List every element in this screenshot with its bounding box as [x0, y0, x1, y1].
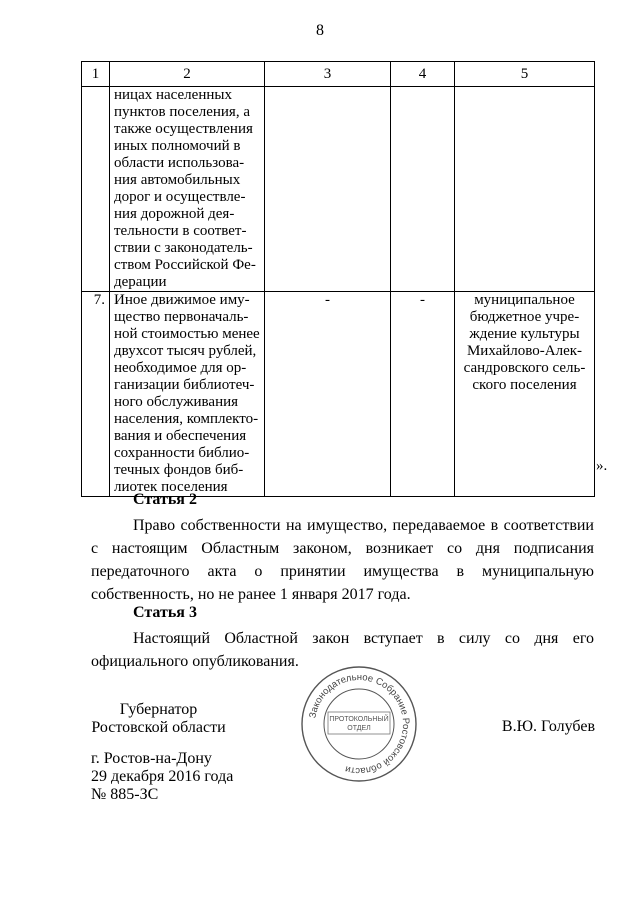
text-line: ского поселения	[472, 377, 577, 393]
text-line: Иное движимое иму-	[114, 292, 250, 308]
stamp-center-line1: ПРОТОКОЛЬНЫЙ	[329, 716, 389, 723]
article-3-text: Настоящий Областной закон вступает в силу со дня его официального опубликования.	[91, 630, 594, 670]
text-line: ством Российской Фе-	[114, 257, 256, 273]
text-line: иных полномочий в	[114, 138, 241, 154]
col5-cell	[455, 87, 595, 292]
date: 29 декабря 2016 года	[91, 768, 234, 785]
law-number: № 885-ЗС	[91, 786, 159, 803]
article-2-text: Право собственности на имущество, передаваемое в соответствии с настоящим Областным законом, возникает со дня подписания передаточного акта о принятии имущества в муниципальную собственность, но не ранее 1 января 2017 года.	[91, 517, 594, 603]
article-3-title: Статья 3	[133, 604, 197, 621]
text-line: ного обслуживания	[114, 394, 239, 410]
text-line: бюджетное учре-	[469, 309, 580, 325]
text-line: лиотек поселения	[114, 479, 228, 495]
table-header-row	[82, 62, 595, 87]
stamp-ring-text: Законодательное Собрание Ростовской области	[307, 671, 412, 777]
property-table	[81, 61, 595, 497]
text-line: щество первоначаль-	[114, 309, 249, 325]
text-line: сандровского сель-	[463, 360, 586, 376]
row-number-cell	[82, 87, 110, 292]
signature-details	[91, 750, 233, 804]
text-line: области использова-	[114, 155, 245, 171]
text-line: двухсот тысяч рублей,	[114, 343, 257, 359]
header-cell: 2	[110, 62, 265, 87]
text-line: ния дорожной дея-	[114, 206, 235, 222]
text-line: ния автомобильных	[114, 172, 241, 188]
text-line: ной стоимостью менее	[114, 326, 260, 342]
text-line: ствии с законодатель-	[114, 240, 253, 256]
text-line: тельности в соответ-	[114, 223, 247, 239]
description-cell	[110, 292, 265, 497]
text-line: ждение культуры	[469, 326, 580, 342]
table-row-continued	[82, 87, 595, 292]
text-line: дорог и осуществле-	[114, 189, 246, 205]
stamp-center-line2: ОТДЕЛ	[347, 725, 371, 732]
official-stamp	[300, 665, 418, 783]
text-line: течных фондов биб-	[114, 462, 244, 478]
header-cell: 5	[455, 62, 595, 87]
header-cell: 4	[391, 62, 455, 87]
description-cell	[110, 87, 265, 292]
row-number-cell: 7.	[82, 292, 110, 497]
table-row-7	[82, 292, 595, 497]
governor-region: Ростовской области	[91, 719, 226, 736]
closing-quote: ».	[596, 458, 608, 474]
col3-cell: -	[265, 292, 391, 497]
text-line: муниципальное	[474, 292, 575, 308]
text-line: сохранности библио-	[114, 445, 250, 461]
text-line: ницах населенных	[114, 87, 232, 103]
col4-cell: -	[391, 292, 455, 497]
text-line: дерации	[114, 274, 167, 290]
text-line: вания и обеспечения	[114, 428, 247, 444]
city: г. Ростов-на-Дону	[91, 750, 212, 767]
text-line: ганизации библиотеч-	[114, 377, 255, 393]
article-2-title: Статья 2	[133, 491, 197, 508]
header-cell: 1	[82, 62, 110, 87]
text-line: также осуществления	[114, 121, 253, 137]
governor-line: Губернатор	[119, 701, 198, 718]
text-line: пунктов поселения, а	[114, 104, 250, 120]
governor-title	[91, 701, 226, 737]
page-number: 8	[316, 22, 324, 39]
col3-cell	[265, 87, 391, 292]
header-cell: 3	[265, 62, 391, 87]
signatory-name: В.Ю. Голубев	[501, 718, 595, 735]
col5-cell	[455, 292, 595, 497]
text-line: необходимое для ор-	[114, 360, 247, 376]
col4-cell	[391, 87, 455, 292]
text-line: Михайлово-Алек-	[466, 343, 583, 359]
text-line: населения, комплекто-	[114, 411, 259, 427]
